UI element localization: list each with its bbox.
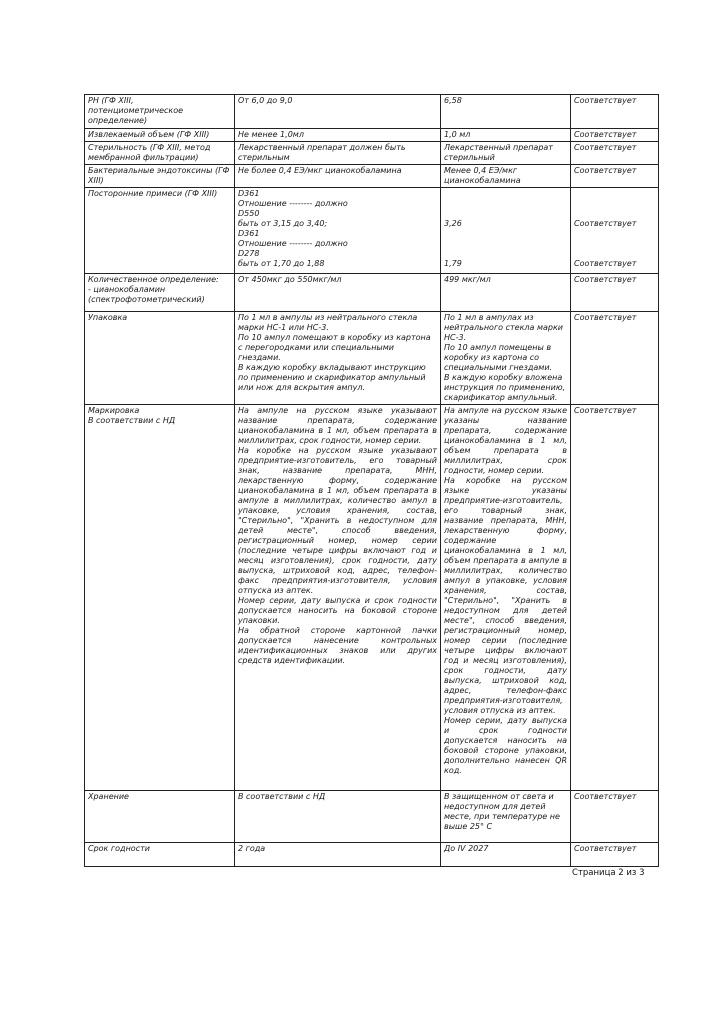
conclusion-cell — [571, 129, 659, 142]
table-row — [85, 312, 659, 405]
result-text: По 1 мл в ампулах из нейтрального стекла марки НС-3. По 10 ампул помещены в коробку из картона со специальными гнездами. В каждую коробку вложена инструкция по применению, скарификатор ампульный. — [444, 313, 566, 402]
param-cell — [85, 95, 235, 129]
table-row — [85, 405, 659, 791]
norm-text: Не менее 1,0мл — [238, 130, 304, 139]
conclusion-cell — [571, 142, 659, 165]
param-cell — [85, 274, 235, 312]
table-row — [85, 188, 659, 274]
conclusion-cell — [571, 165, 659, 188]
param-text: Маркировка В соответствии с НД — [88, 406, 176, 425]
norm-cell — [235, 274, 441, 312]
norm-cell — [235, 95, 441, 129]
norm-text: От 6,0 до 9,0 — [238, 96, 293, 105]
norm-cell — [235, 188, 441, 274]
table-row — [85, 165, 659, 188]
param-text: РН (ГФ XIII, потенциометрическое определение) — [88, 96, 184, 125]
result-cell — [441, 188, 571, 274]
param-text: Упаковка — [88, 313, 128, 322]
norm-cell — [235, 791, 441, 843]
norm-text: D361 Отношение -------- должно D550 быть от 3,15 до 3,40; D361 Отношение -------- должно D278 быть от 1,70 до 1,88 — [238, 189, 348, 268]
result-text: В защищенном от света и недоступном для детей месте, при температуре не выше 25° С — [444, 792, 560, 831]
conclusion-text: Соответствует Соответствует — [574, 219, 637, 268]
table-row — [85, 843, 659, 867]
conclusion-cell — [571, 95, 659, 129]
norm-text: В соответствии с НД — [238, 792, 326, 801]
param-text: Посторонние примеси (ГФ XIII) — [88, 189, 218, 198]
norm-text: От 450мкг до 550мкг/мл — [238, 275, 342, 284]
result-cell — [441, 405, 571, 791]
table-row — [85, 129, 659, 142]
conclusion-text: Соответствует — [574, 406, 637, 415]
result-text: До IV 2027 — [444, 844, 489, 853]
param-text: Бактериальные эндотоксины (ГФ XIII) — [88, 166, 230, 185]
norm-cell — [235, 142, 441, 165]
norm-cell — [235, 165, 441, 188]
result-text: Менее 0,4 ЕЭ/мкг цианокобаламина — [444, 166, 521, 185]
result-cell — [441, 274, 571, 312]
param-text: Срок годности — [88, 844, 150, 853]
table-row — [85, 95, 659, 129]
param-cell — [85, 188, 235, 274]
param-cell — [85, 129, 235, 142]
conclusion-text: Соответствует — [574, 275, 637, 284]
param-cell — [85, 165, 235, 188]
table-row — [85, 791, 659, 843]
norm-cell — [235, 129, 441, 142]
norm-cell — [235, 312, 441, 405]
result-text: 6,58 — [444, 96, 462, 105]
conclusion-cell — [571, 188, 659, 274]
result-text: На ампуле на русском языке указаны название препарата, содержание цианокобаламина в 1 мл, объем препарата в миллилитрах, срок годности, номер серии. На коробке на русском языке указаны предприятие-изготовитель, его товарный знак, название препарата, МНН, лекарственную форму, содержание цианокобаламина в 1 мл, объем препарата в ампуле в миллилитрах, количество ампул в упаковке, условия хранения, состав, "Стерильно", "Хранить в недоступном для детей месте", способ введения, регистрационный номер, номер серии (последние четыре цифры включают год и месяц изготовления), срок годности, дату выпуска, штриховой код, адрес, телефон-факс предприятия-изготовителя, условия отпуска из аптек. Номер серии, дату выпуска и срок годности допускается наносить на боковой стороне упаковки, дополнительно нанесен QR код. — [444, 406, 567, 775]
result-text: 499 мкг/мл — [444, 275, 491, 284]
param-cell — [85, 405, 235, 791]
page-number: Страница 2 из 3 — [572, 868, 645, 878]
norm-text: 2 года — [238, 844, 266, 853]
result-cell — [441, 95, 571, 129]
result-cell — [441, 142, 571, 165]
result-text: 1,0 мл — [444, 130, 471, 139]
specification-table — [84, 94, 659, 867]
conclusion-text: Соответствует — [574, 844, 637, 853]
norm-text: Не более 0,4 ЕЭ/мкг цианокобаламина — [238, 166, 402, 175]
norm-text: Лекарственный препарат должен быть стерильным — [238, 143, 406, 162]
result-cell — [441, 312, 571, 405]
conclusion-cell — [571, 843, 659, 867]
result-cell — [441, 165, 571, 188]
conclusion-text: Соответствует — [574, 792, 637, 801]
param-text: Извлекаемый объем (ГФ XIII) — [88, 130, 210, 139]
conclusion-text: Соответствует — [574, 143, 637, 152]
conclusion-cell — [571, 791, 659, 843]
param-cell — [85, 142, 235, 165]
conclusion-cell — [571, 312, 659, 405]
norm-text: На ампуле на русском языке указывают название препарата, содержание цианокобаламина в 1 мл, объем препарата в миллилитрах, срок годности, номер серии. На коробке на русском языке указывают предприятие-изготовитель, его товарный знак, название препарата, МНН, лекарственную форму, содержание цианокобаламина в 1 мл, объем препарата в ампуле в миллилитрах, количество ампул в упаковке, условия хранения, состав, "Стерильно", "Хранить в недоступном для детей месте", способ введения, регистрационный номер, номер серии (последние четыре цифры включают год и месяц изготовления), срок годности, дату выпуска, штриховой код, адрес, телефон-факс предприятия-изготовителя, условия отпуска из аптек. Номер серии, дату выпуска и срок годности допускается наносить на боковой стороне упаковки. На обратной стороне картонной пачки допускается нанесение контрольных идентификационных знаков или других средств идентификации. — [238, 406, 437, 665]
result-cell — [441, 843, 571, 867]
conclusion-text: Соответствует — [574, 96, 637, 105]
conclusion-text: Соответствует — [574, 313, 637, 322]
result-text: 3,26 1,79 — [444, 219, 462, 268]
conclusion-text: Соответствует — [574, 166, 637, 175]
result-text: Лекарственный препарат стерильный — [444, 143, 553, 162]
result-cell — [441, 791, 571, 843]
table-row — [85, 142, 659, 165]
param-cell — [85, 843, 235, 867]
conclusion-cell — [571, 274, 659, 312]
norm-text: По 1 мл в ампулы из нейтрального стекла марки НС-1 или НС-3. По 10 ампул помещают в коробку из картона с перегородками или специальными гнездами. В каждую коробку вкладывают инструкцию по применению и скарификатор ампульный или нож для вскрытия ампул. — [238, 313, 431, 392]
param-cell — [85, 791, 235, 843]
conclusion-cell — [571, 405, 659, 791]
table-row — [85, 274, 659, 312]
param-cell — [85, 312, 235, 405]
param-text: Стерильность (ГФ XIII, метод мембранной фильтрации) — [88, 143, 211, 162]
param-text: Количественное определение: - цианокобаламин (спектрофотометрический) — [88, 275, 219, 304]
result-cell — [441, 129, 571, 142]
conclusion-text: Соответствует — [574, 130, 637, 139]
norm-cell — [235, 843, 441, 867]
param-text: Хранение — [88, 792, 129, 801]
norm-cell — [235, 405, 441, 791]
